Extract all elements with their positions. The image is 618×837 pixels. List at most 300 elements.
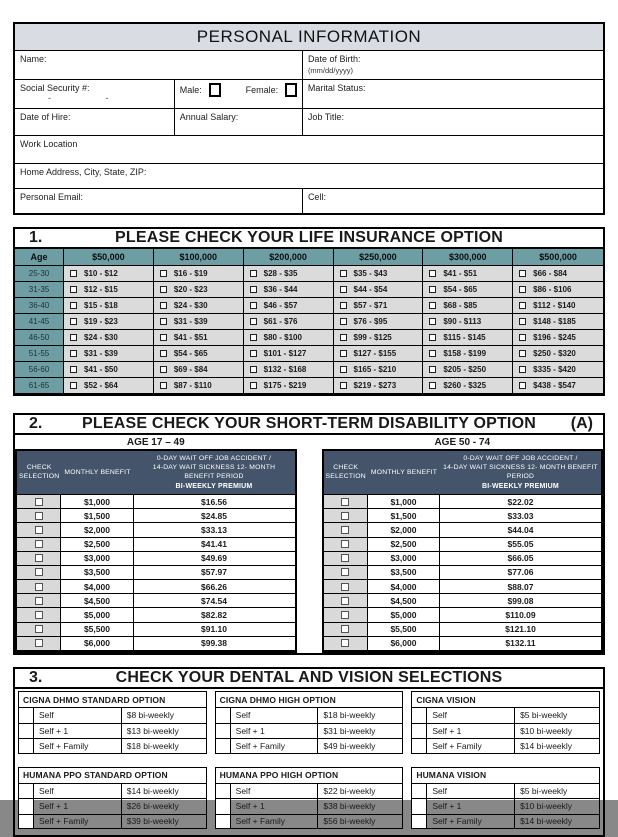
checkbox-icon[interactable] bbox=[519, 302, 526, 309]
checkbox-icon[interactable] bbox=[341, 540, 349, 548]
std-tables-wrapper bbox=[15, 435, 603, 653]
checkbox-icon[interactable] bbox=[341, 639, 349, 647]
checkbox-icon[interactable] bbox=[160, 318, 167, 325]
tier-label: Self + 1 bbox=[34, 724, 122, 739]
life-premium-option[interactable] bbox=[513, 314, 603, 330]
life-premium-option[interactable] bbox=[423, 346, 513, 362]
plan-tier-row bbox=[18, 798, 207, 814]
ssn-field[interactable] bbox=[15, 80, 174, 108]
premium-range-value: $10 - $12 bbox=[84, 269, 118, 278]
monthly-benefit-value: $5,500 bbox=[61, 623, 133, 636]
std-check-selection-cell[interactable] bbox=[324, 495, 368, 508]
std-check-selection-cell[interactable] bbox=[17, 594, 61, 607]
checkbox-icon[interactable] bbox=[250, 334, 257, 341]
life-premium-option[interactable] bbox=[244, 330, 334, 346]
checkbox-icon[interactable] bbox=[160, 366, 167, 373]
checkbox-icon[interactable] bbox=[519, 286, 526, 293]
checkbox-icon[interactable] bbox=[340, 302, 347, 309]
coverage-header: $100,000 bbox=[154, 249, 244, 266]
checkbox-cell[interactable] bbox=[412, 799, 427, 814]
premium-header-line: 14-DAY WAIT SICKNESS 12- MONTH bbox=[152, 464, 276, 472]
life-premium-option[interactable] bbox=[513, 266, 603, 282]
plan-tier-row bbox=[18, 783, 207, 799]
std-check-selection-cell[interactable] bbox=[324, 637, 368, 650]
checkbox-cell[interactable] bbox=[19, 739, 34, 753]
biweekly-premium-label: BI-WEEKLY PREMIUM bbox=[482, 482, 559, 490]
std-check-selection-cell[interactable] bbox=[17, 509, 61, 522]
biweekly-premium-label: BI-WEEKLY PREMIUM bbox=[175, 482, 253, 490]
checkbox-cell[interactable] bbox=[216, 815, 231, 829]
life-premium-option[interactable] bbox=[244, 266, 334, 282]
checkbox-icon[interactable] bbox=[35, 568, 43, 576]
biweekly-premium-value: $66.05 bbox=[507, 553, 534, 564]
life-premium-option[interactable] bbox=[334, 346, 424, 362]
checkbox-icon[interactable] bbox=[341, 583, 349, 591]
monthly-benefit-value: $6,000 bbox=[368, 637, 440, 650]
tier-label: Self bbox=[427, 784, 515, 799]
std-option-row bbox=[324, 508, 602, 522]
name-field[interactable] bbox=[15, 51, 302, 79]
coverage-header: $500,000 bbox=[513, 249, 603, 266]
female-checkbox[interactable] bbox=[285, 83, 297, 97]
annual-salary-field[interactable] bbox=[174, 109, 302, 135]
life-premium-option[interactable] bbox=[154, 282, 244, 298]
work-location-field[interactable] bbox=[15, 136, 603, 163]
checkbox-icon[interactable] bbox=[70, 286, 77, 293]
checkbox-icon[interactable] bbox=[35, 540, 43, 548]
tier-label: Self + Family bbox=[231, 739, 319, 753]
checkbox-icon[interactable] bbox=[429, 270, 436, 277]
checkbox-icon[interactable] bbox=[341, 568, 349, 576]
checkbox-icon[interactable] bbox=[340, 270, 347, 277]
checkbox-icon[interactable] bbox=[340, 350, 347, 357]
checkbox-icon[interactable] bbox=[341, 512, 349, 520]
biweekly-premium-value: $16.56 bbox=[201, 496, 227, 507]
life-premium-option[interactable] bbox=[64, 282, 154, 298]
premium-range-value: $335 - $420 bbox=[533, 365, 576, 374]
checkbox-cell[interactable] bbox=[216, 708, 231, 723]
monthly-benefit-value: $1,000 bbox=[368, 495, 440, 508]
checkbox-icon[interactable] bbox=[250, 350, 257, 357]
plan-title: CIGNA DHMO HIGH OPTION bbox=[215, 691, 404, 707]
premium-range-value: $24 - $30 bbox=[84, 333, 118, 342]
life-premium-option[interactable] bbox=[334, 378, 424, 394]
premium-range-value: $57 - $71 bbox=[353, 301, 388, 310]
life-premium-option[interactable] bbox=[513, 378, 603, 394]
tier-price: $49 bi-weekly bbox=[323, 740, 376, 751]
std-option-row bbox=[324, 593, 602, 607]
life-premium-option[interactable] bbox=[423, 282, 513, 298]
plan-tier-row bbox=[215, 783, 404, 799]
checkbox-icon[interactable] bbox=[340, 286, 347, 293]
plan-option-block bbox=[215, 691, 404, 754]
dob-field[interactable] bbox=[302, 51, 603, 79]
checkbox-cell[interactable] bbox=[412, 784, 427, 799]
checkbox-cell[interactable] bbox=[216, 724, 231, 739]
checkbox-cell[interactable] bbox=[412, 724, 427, 739]
checkbox-icon[interactable] bbox=[35, 625, 43, 633]
monthly-benefit-value: $3,500 bbox=[368, 566, 440, 579]
std-table-header-row bbox=[324, 451, 602, 494]
checkbox-icon[interactable] bbox=[160, 350, 167, 357]
checkbox-icon[interactable] bbox=[160, 334, 167, 341]
ssn-label: Social Security #: bbox=[20, 83, 90, 93]
row-email-cell bbox=[15, 189, 603, 213]
premium-header-line: 0-DAY WAIT OFF JOB ACCIDENT / bbox=[463, 455, 578, 462]
checkbox-icon[interactable] bbox=[160, 286, 167, 293]
premium-range-value: $44 - $54 bbox=[353, 285, 388, 294]
premium-range-value: $61 - $76 bbox=[263, 317, 298, 326]
tier-price: $10 bi-weekly bbox=[520, 725, 573, 736]
tier-price: $26 bi-weekly bbox=[126, 801, 179, 812]
life-premium-option[interactable] bbox=[154, 362, 244, 378]
job-title-label: Job Title: bbox=[307, 112, 344, 122]
monthly-benefit-value: $5,500 bbox=[368, 623, 440, 636]
life-premium-option[interactable] bbox=[64, 330, 154, 346]
life-premium-option[interactable] bbox=[334, 314, 424, 330]
std-check-selection-cell[interactable] bbox=[324, 623, 368, 636]
std-option-row bbox=[324, 579, 602, 593]
biweekly-premium-value: $132.11 bbox=[505, 638, 536, 649]
checkbox-icon[interactable] bbox=[340, 318, 347, 325]
checkbox-icon[interactable] bbox=[429, 286, 436, 293]
life-premium-option[interactable] bbox=[513, 362, 603, 378]
life-premium-option[interactable] bbox=[513, 298, 603, 314]
checkbox-icon[interactable] bbox=[429, 334, 436, 341]
life-premium-option[interactable] bbox=[154, 346, 244, 362]
checkbox-icon[interactable] bbox=[70, 334, 77, 341]
tier-price: $22 bi-weekly bbox=[323, 785, 376, 796]
plan-title: HUMANA VISION bbox=[411, 767, 600, 783]
tier-label: Self + Family bbox=[231, 815, 319, 829]
checkbox-icon[interactable] bbox=[35, 611, 43, 619]
dental-vision-row-humana bbox=[18, 767, 600, 830]
section-title: PLEASE CHECK YOUR LIFE INSURANCE OPTION bbox=[115, 229, 503, 246]
plan-tier-row bbox=[18, 707, 207, 723]
premium-range-value: $69 - $84 bbox=[173, 365, 208, 374]
annual-salary-label: Annual Salary: bbox=[179, 112, 239, 122]
life-premium-option[interactable] bbox=[334, 266, 424, 282]
std-check-selection-cell[interactable] bbox=[324, 608, 368, 621]
biweekly-premium-value: $33.03 bbox=[507, 510, 534, 521]
std-option-row bbox=[324, 494, 602, 508]
checkbox-icon[interactable] bbox=[250, 270, 257, 277]
checkbox-icon[interactable] bbox=[341, 554, 349, 562]
life-premium-option[interactable] bbox=[64, 378, 154, 394]
checkbox-icon[interactable] bbox=[70, 318, 77, 325]
checkbox-icon[interactable] bbox=[519, 366, 526, 373]
checkbox-icon[interactable] bbox=[341, 625, 349, 633]
coverage-header: $50,000 bbox=[64, 249, 154, 266]
std-option-row bbox=[17, 579, 295, 593]
tier-price: $8 bi-weekly bbox=[126, 710, 174, 721]
checkbox-icon[interactable] bbox=[519, 382, 526, 389]
checkbox-icon[interactable] bbox=[519, 318, 526, 325]
life-premium-option[interactable] bbox=[423, 362, 513, 378]
life-premium-option[interactable] bbox=[154, 314, 244, 330]
std-check-selection-cell[interactable] bbox=[324, 566, 368, 579]
checkbox-icon[interactable] bbox=[429, 382, 436, 389]
premium-range-value: $165 - $210 bbox=[353, 365, 397, 374]
checkbox-icon[interactable] bbox=[519, 270, 526, 277]
cell-phone-field[interactable] bbox=[302, 189, 603, 213]
section-number: 1. bbox=[29, 229, 43, 246]
premium-range-value: $90 - $113 bbox=[443, 317, 482, 326]
checkbox-icon[interactable] bbox=[341, 611, 349, 619]
personal-email-label: Personal Email: bbox=[20, 192, 84, 202]
premium-range-value: $115 - $145 bbox=[443, 333, 486, 342]
std-rows-17-49 bbox=[17, 494, 295, 650]
checkbox-icon[interactable] bbox=[70, 270, 77, 277]
checkbox-cell[interactable] bbox=[216, 784, 231, 799]
life-age-band: 41-45 bbox=[15, 314, 64, 330]
premium-range-value: $101 - $127 bbox=[263, 349, 307, 358]
premium-range-value: $260 - $325 bbox=[443, 381, 487, 390]
personal-information-title: PERSONAL INFORMATION bbox=[15, 24, 603, 51]
premium-range-value: $54 - $65 bbox=[443, 285, 478, 294]
dental-vision-header bbox=[15, 669, 603, 689]
std-check-selection-cell[interactable] bbox=[17, 566, 61, 579]
life-age-band: 46-50 bbox=[15, 330, 64, 346]
checkbox-icon[interactable] bbox=[35, 526, 43, 534]
checkbox-icon[interactable] bbox=[35, 554, 43, 562]
checkbox-cell[interactable] bbox=[19, 724, 34, 739]
tier-price: $10 bi-weekly bbox=[520, 801, 573, 812]
std-check-selection-cell[interactable] bbox=[17, 538, 61, 551]
std-check-selection-cell[interactable] bbox=[17, 552, 61, 565]
cell-phone-label: Cell: bbox=[307, 192, 326, 202]
checkbox-icon[interactable] bbox=[250, 286, 257, 293]
checkbox-icon[interactable] bbox=[429, 350, 436, 357]
checkbox-icon[interactable] bbox=[250, 318, 257, 325]
life-premium-option[interactable] bbox=[513, 282, 603, 298]
life-premium-option[interactable] bbox=[423, 314, 513, 330]
checkbox-cell[interactable] bbox=[216, 799, 231, 814]
plan-tier-row bbox=[215, 723, 404, 739]
checkbox-icon[interactable] bbox=[70, 350, 77, 357]
checkbox-icon[interactable] bbox=[429, 366, 436, 373]
section-number: 3. bbox=[29, 669, 43, 687]
plan-title: CIGNA DHMO STANDARD OPTION bbox=[18, 691, 207, 707]
date-of-hire-field[interactable] bbox=[15, 109, 174, 135]
plan-tier-row bbox=[411, 707, 600, 723]
tier-label: Self + 1 bbox=[427, 799, 515, 814]
std-check-selection-cell[interactable] bbox=[17, 495, 61, 508]
monthly-benefit-header: MONTHLY BENEFIT bbox=[64, 468, 131, 476]
checkbox-icon[interactable] bbox=[35, 498, 43, 506]
life-premium-option[interactable] bbox=[423, 298, 513, 314]
biweekly-premium-value: $57.97 bbox=[201, 567, 227, 578]
tier-label: Self + 1 bbox=[427, 724, 515, 739]
biweekly-premium-value: $110.09 bbox=[505, 610, 536, 621]
checkbox-cell[interactable] bbox=[412, 815, 427, 829]
checkbox-icon[interactable] bbox=[250, 302, 257, 309]
checkbox-icon[interactable] bbox=[160, 382, 167, 389]
biweekly-premium-value: $77.06 bbox=[507, 567, 534, 578]
checkbox-icon[interactable] bbox=[70, 302, 77, 309]
home-address-field[interactable] bbox=[15, 164, 603, 188]
life-premium-option[interactable] bbox=[154, 330, 244, 346]
life-premium-option[interactable] bbox=[64, 298, 154, 314]
row-name-dob bbox=[15, 51, 603, 80]
life-premium-option[interactable] bbox=[423, 378, 513, 394]
life-premium-option[interactable] bbox=[513, 346, 603, 362]
premium-range-value: $87 - $110 bbox=[173, 381, 212, 390]
check-selection-header: CHECK SELECTION bbox=[19, 464, 60, 481]
monthly-benefit-value: $1,500 bbox=[61, 509, 133, 522]
checkbox-cell[interactable] bbox=[216, 739, 231, 753]
life-premium-option[interactable] bbox=[154, 298, 244, 314]
checkbox-icon[interactable] bbox=[250, 366, 257, 373]
life-premium-option[interactable] bbox=[423, 330, 513, 346]
monthly-benefit-header: MONTHLY BENEFIT bbox=[370, 468, 438, 476]
tier-price: $5 bi-weekly bbox=[520, 710, 568, 721]
plan-tier-row bbox=[411, 783, 600, 799]
biweekly-premium-value: $44.04 bbox=[507, 524, 534, 535]
tier-label: Self bbox=[231, 708, 319, 723]
checkbox-cell[interactable] bbox=[19, 815, 34, 829]
life-insurance-section bbox=[13, 227, 605, 396]
life-premium-option[interactable] bbox=[334, 330, 424, 346]
short-term-disability-section bbox=[13, 413, 605, 655]
biweekly-premium-value: $82.82 bbox=[201, 610, 227, 621]
checkbox-cell[interactable] bbox=[412, 708, 427, 723]
checkbox-icon[interactable] bbox=[250, 382, 257, 389]
checkbox-icon[interactable] bbox=[341, 498, 349, 506]
life-age-band: 36-40 bbox=[15, 298, 64, 314]
life-premium-option[interactable] bbox=[244, 298, 334, 314]
monthly-benefit-value: $3,000 bbox=[368, 552, 440, 565]
plan-tier-row bbox=[215, 738, 404, 754]
life-premium-option[interactable] bbox=[154, 266, 244, 282]
life-premium-option[interactable] bbox=[64, 362, 154, 378]
life-premium-option[interactable] bbox=[64, 314, 154, 330]
section-title: CHECK YOUR DENTAL AND VISION SELECTIONS bbox=[115, 669, 503, 687]
checkbox-icon[interactable] bbox=[35, 512, 43, 520]
checkbox-icon[interactable] bbox=[35, 597, 43, 605]
life-premium-option[interactable] bbox=[334, 282, 424, 298]
tier-label: Self + 1 bbox=[231, 799, 319, 814]
life-age-band: 51-55 bbox=[15, 346, 64, 362]
std-check-selection-cell[interactable] bbox=[17, 623, 61, 636]
premium-range-value: $41 - $51 bbox=[173, 333, 208, 342]
checkbox-icon[interactable] bbox=[429, 318, 436, 325]
life-age-band: 25-30 bbox=[15, 266, 64, 282]
std-rows-50-74 bbox=[324, 494, 602, 650]
premium-header-line: 0-DAY WAIT OFF JOB ACCIDENT / bbox=[156, 455, 272, 462]
std-check-selection-cell[interactable] bbox=[324, 509, 368, 522]
std-check-selection-cell[interactable] bbox=[17, 580, 61, 593]
life-insurance-table bbox=[15, 249, 603, 394]
tier-label: Self + 1 bbox=[231, 724, 319, 739]
premium-range-value: $31 - $39 bbox=[173, 317, 208, 326]
checkbox-icon[interactable] bbox=[35, 583, 43, 591]
male-checkbox[interactable] bbox=[209, 83, 221, 97]
premium-range-value: $52 - $64 bbox=[84, 381, 118, 390]
life-premium-option[interactable] bbox=[513, 330, 603, 346]
premium-range-value: $80 - $100 bbox=[263, 333, 302, 342]
life-premium-option[interactable] bbox=[64, 266, 154, 282]
checkbox-cell[interactable] bbox=[19, 784, 34, 799]
premium-range-value: $250 - $320 bbox=[533, 349, 576, 358]
job-title-field[interactable] bbox=[302, 109, 603, 135]
biweekly-premium-value: $55.05 bbox=[507, 539, 534, 550]
plan-option-block bbox=[18, 767, 207, 830]
coverage-header: $200,000 bbox=[244, 249, 334, 266]
std-check-selection-cell[interactable] bbox=[17, 608, 61, 621]
coverage-header: $250,000 bbox=[334, 249, 424, 266]
plan-option-block bbox=[411, 691, 600, 754]
life-premium-option[interactable] bbox=[423, 266, 513, 282]
age-range-label: AGE 50 - 74 bbox=[434, 437, 491, 448]
checkbox-cell[interactable] bbox=[19, 708, 34, 723]
std-check-selection-cell[interactable] bbox=[17, 523, 61, 536]
marital-status-field[interactable] bbox=[302, 80, 603, 108]
checkbox-icon[interactable] bbox=[340, 382, 347, 389]
std-check-selection-cell[interactable] bbox=[324, 538, 368, 551]
row-hire-salary-job bbox=[15, 109, 603, 136]
plan-tier-row bbox=[411, 738, 600, 754]
checkbox-icon[interactable] bbox=[519, 334, 526, 341]
tier-label: Self + Family bbox=[427, 815, 515, 829]
life-premium-option[interactable] bbox=[334, 362, 424, 378]
premium-range-value: $36 - $44 bbox=[263, 285, 298, 294]
std-table-50-74 bbox=[322, 449, 604, 653]
checkbox-icon[interactable] bbox=[160, 270, 167, 277]
biweekly-premium-value: $24.85 bbox=[201, 510, 227, 521]
checkbox-icon[interactable] bbox=[70, 366, 77, 373]
std-check-selection-cell[interactable] bbox=[17, 637, 61, 650]
checkbox-icon[interactable] bbox=[519, 350, 526, 357]
life-premium-option[interactable] bbox=[244, 362, 334, 378]
checkbox-icon[interactable] bbox=[35, 639, 43, 647]
personal-email-field[interactable] bbox=[15, 189, 302, 213]
monthly-benefit-value: $4,500 bbox=[368, 594, 440, 607]
std-check-selection-cell[interactable] bbox=[324, 580, 368, 593]
life-premium-option[interactable] bbox=[244, 314, 334, 330]
life-premium-option[interactable] bbox=[154, 378, 244, 394]
life-premium-option[interactable] bbox=[244, 282, 334, 298]
checkbox-icon[interactable] bbox=[160, 302, 167, 309]
premium-range-value: $35 - $43 bbox=[353, 269, 388, 278]
life-premium-option[interactable] bbox=[334, 298, 424, 314]
checkbox-icon[interactable] bbox=[340, 366, 347, 373]
checkbox-icon[interactable] bbox=[429, 302, 436, 309]
std-table-header-row bbox=[17, 451, 295, 494]
std-option-row bbox=[17, 522, 295, 536]
std-check-selection-cell[interactable] bbox=[324, 552, 368, 565]
life-premium-option[interactable] bbox=[64, 346, 154, 362]
checkbox-icon[interactable] bbox=[340, 334, 347, 341]
plan-tier-row bbox=[411, 798, 600, 814]
checkbox-icon[interactable] bbox=[70, 382, 77, 389]
std-check-selection-cell[interactable] bbox=[324, 594, 368, 607]
life-premium-option[interactable] bbox=[244, 346, 334, 362]
checkbox-icon[interactable] bbox=[341, 526, 349, 534]
std-option-row bbox=[17, 494, 295, 508]
home-address-label: Home Address, City, State, ZIP: bbox=[20, 167, 147, 177]
age-range-label: AGE 17 – 49 bbox=[126, 437, 185, 448]
std-check-selection-cell[interactable] bbox=[324, 523, 368, 536]
monthly-benefit-value: $6,000 bbox=[61, 637, 133, 650]
premium-header bbox=[134, 451, 295, 494]
dob-label: Date of Birth: bbox=[307, 54, 361, 64]
checkbox-cell[interactable] bbox=[19, 799, 34, 814]
checkbox-icon[interactable] bbox=[341, 597, 349, 605]
checkbox-cell[interactable] bbox=[412, 739, 427, 753]
life-premium-option[interactable] bbox=[244, 378, 334, 394]
std-option-row bbox=[324, 636, 602, 650]
